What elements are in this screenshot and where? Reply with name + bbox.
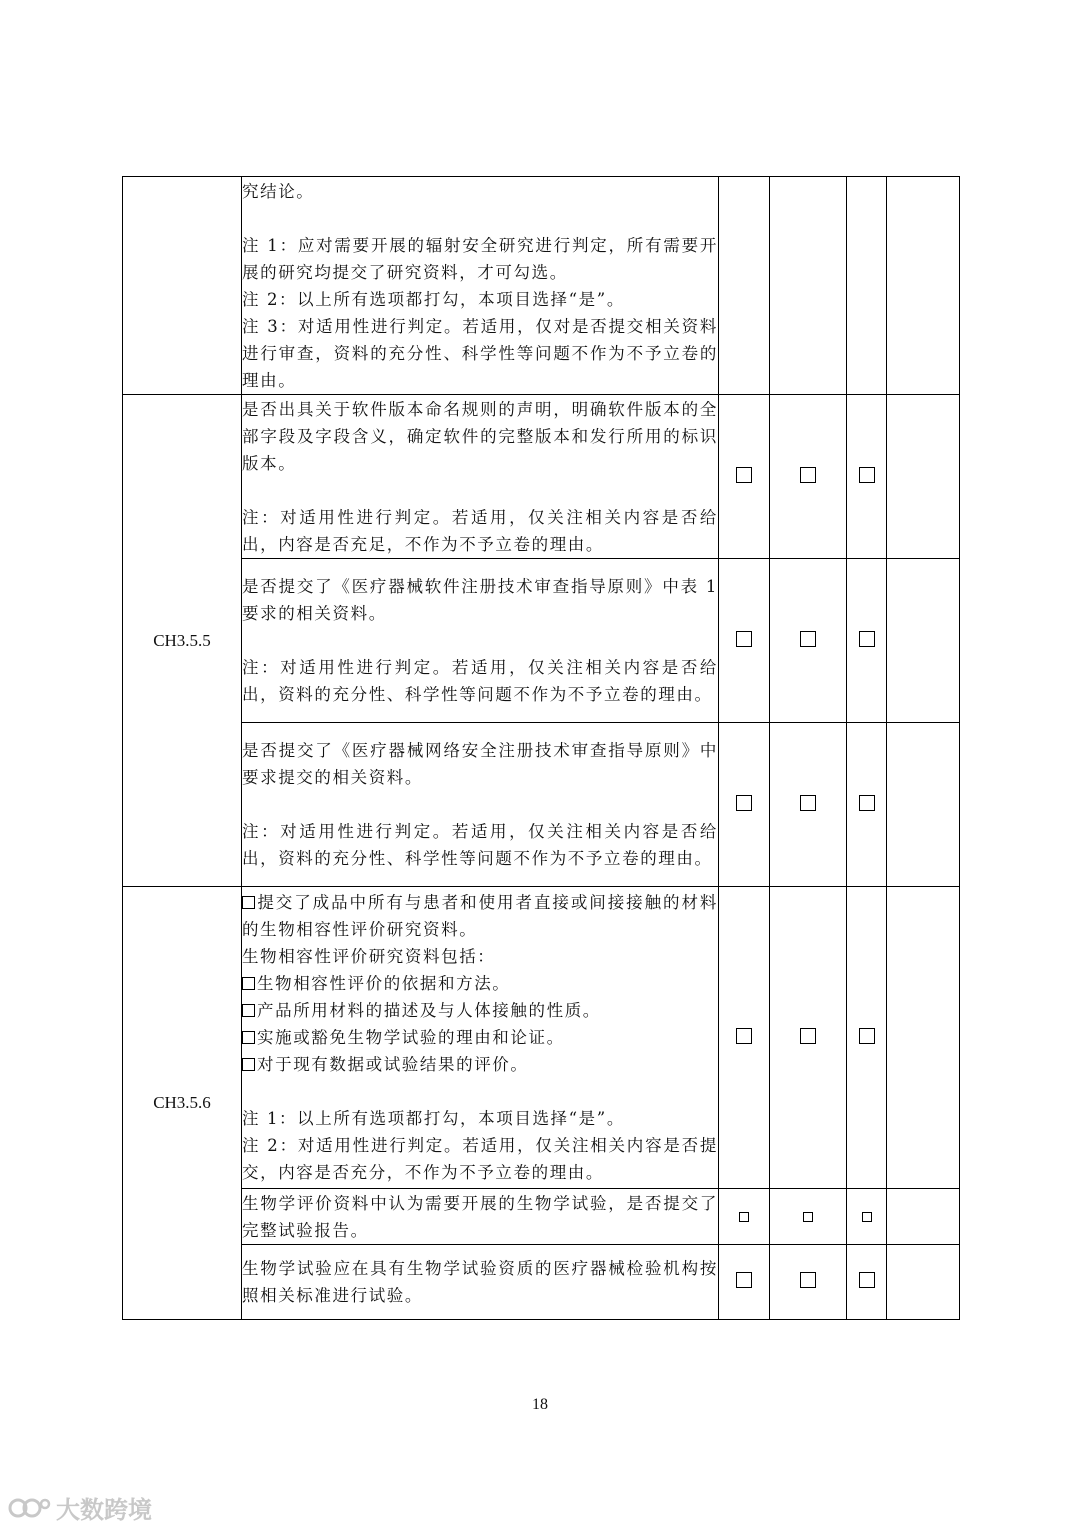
checklist-item [242, 997, 718, 1024]
na-column-cell [847, 177, 887, 395]
note-text: 注：对适用性进行判定。若适用，仅关注相关内容是否给出，资料的充分性、科学性等问题不作为不予立卷的理由。 [242, 822, 718, 868]
na-column-cell [847, 395, 887, 559]
item-checkbox[interactable] [242, 1004, 255, 1017]
note-text: 注 1：以上所有选项都打勾，本项目选择“是”。 [242, 1109, 625, 1128]
yes-checkbox[interactable] [736, 467, 752, 483]
na-column-cell [847, 887, 887, 1189]
na-checkbox[interactable] [859, 1272, 875, 1288]
remarks-cell [887, 1245, 960, 1320]
table-row [123, 559, 960, 723]
na-column-cell [847, 1245, 887, 1320]
blank-line [242, 791, 718, 818]
no-column-cell [770, 177, 847, 395]
requirement-text-cell [242, 887, 719, 1189]
table-row [123, 1245, 960, 1320]
item-code-cell: CH3.5.6 [123, 887, 242, 1320]
checklist-item [242, 1024, 718, 1051]
remarks-cell [887, 395, 960, 559]
remarks-cell [887, 177, 960, 395]
remarks-cell [887, 1189, 960, 1245]
note-text: 注 1：应对需要开展的辐射安全研究进行判定，所有需要开展的研究均提交了研究资料，才可勾选。 [242, 235, 718, 282]
item-label: 对于现有数据或试验结果的评价。 [257, 1055, 529, 1074]
note-text: 注：对适用性进行判定。若适用，仅关注相关内容是否给出，内容是否充足，不作为不予立卷的理由。 [242, 507, 718, 554]
item-checkbox[interactable] [242, 1031, 255, 1044]
item-label: 实施或豁免生物学试验的理由和论证。 [257, 1028, 565, 1047]
na-column-cell [847, 559, 887, 723]
no-checkbox[interactable] [800, 467, 816, 483]
no-column-cell [770, 395, 847, 559]
requirement-text-cell [242, 177, 719, 395]
requirement-text: 是否出具关于软件版本命名规则的声明，明确软件版本的全部字段及字段含义，确定软件的完整版本和发行所用的标识版本。 [242, 399, 718, 473]
blank-line [242, 627, 718, 654]
no-column-cell [770, 1245, 847, 1320]
watermark-logo-icon [8, 1495, 52, 1521]
na-checkbox[interactable] [859, 1028, 875, 1044]
yes-checkbox[interactable] [736, 631, 752, 647]
page-number: 18 [532, 1396, 548, 1413]
no-checkbox[interactable] [800, 1028, 816, 1044]
remarks-cell [887, 559, 960, 723]
item-label: 产品所用材料的描述及与人体接触的性质。 [257, 1001, 601, 1020]
text-line: 究结论。 [242, 181, 315, 201]
no-column-cell [770, 1189, 847, 1245]
table-row [123, 1189, 960, 1245]
checklist-item [242, 1051, 718, 1078]
item-code-cell [123, 177, 242, 395]
requirement-text: 生物学评价资料中认为需要开展的生物学试验，是否提交了完整试验报告。 [242, 1193, 718, 1240]
yes-column-cell [719, 723, 770, 887]
no-checkbox[interactable] [800, 795, 816, 811]
remarks-cell [887, 723, 960, 887]
table-row [123, 887, 960, 1189]
yes-checkbox[interactable] [736, 1028, 752, 1044]
na-checkbox[interactable] [862, 1212, 872, 1222]
requirement-text-cell [242, 1189, 719, 1245]
blank-line [242, 1078, 718, 1105]
no-checkbox[interactable] [803, 1212, 813, 1222]
item-code-cell: CH3.5.5 [123, 395, 242, 887]
no-column-cell [770, 887, 847, 1189]
item-checkbox[interactable] [242, 896, 255, 909]
blank-line [242, 205, 718, 232]
yes-checkbox[interactable] [739, 1212, 749, 1222]
blank-line [242, 477, 718, 504]
yes-column-cell [719, 177, 770, 395]
na-column-cell [847, 1189, 887, 1245]
checklist-item [242, 889, 718, 943]
yes-column-cell [719, 1245, 770, 1320]
requirement-text-cell [242, 559, 719, 723]
yes-checkbox[interactable] [736, 1272, 752, 1288]
no-column-cell [770, 723, 847, 887]
no-column-cell [770, 559, 847, 723]
na-checkbox[interactable] [859, 467, 875, 483]
no-checkbox[interactable] [800, 1272, 816, 1288]
note-text: 注：对适用性进行判定。若适用，仅关注相关内容是否给出，资料的充分性、科学性等问题不作为不予立卷的理由。 [242, 658, 718, 704]
yes-column-cell [719, 559, 770, 723]
na-column-cell [847, 723, 887, 887]
item-label: 提交了成品中所有与患者和使用者直接或间接接触的材料的生物相容性评价研究资料。 [242, 893, 718, 939]
na-checkbox[interactable] [859, 631, 875, 647]
yes-column-cell [719, 887, 770, 1189]
table-row [123, 177, 960, 395]
item-label: 生物相容性评价的依据和方法。 [257, 974, 511, 993]
table-row [123, 395, 960, 559]
requirement-text-cell [242, 723, 719, 887]
item-checkbox[interactable] [242, 1058, 255, 1071]
requirement-text: 是否提交了《医疗器械软件注册技术审查指导原则》中表 1 要求的相关资料。 [242, 577, 718, 623]
checklist-item [242, 970, 718, 997]
table-row [123, 723, 960, 887]
watermark-text: 大数跨境 [56, 1496, 152, 1524]
note-text: 注 2：对适用性进行判定。若适用，仅关注相关内容是否提交，内容是否充分，不作为不予立卷的理由。 [242, 1136, 718, 1182]
no-checkbox[interactable] [800, 631, 816, 647]
yes-column-cell [719, 1189, 770, 1245]
yes-column-cell [719, 395, 770, 559]
requirement-text-cell [242, 395, 719, 559]
review-checklist-table [122, 176, 960, 1320]
section-intro: 生物相容性评价研究资料包括： [242, 947, 496, 966]
requirement-text: 是否提交了《医疗器械网络安全注册技术审查指导原则》中要求提交的相关资料。 [242, 741, 718, 787]
requirement-text: 生物学试验应在具有生物学试验资质的医疗器械检验机构按照相关标准进行试验。 [242, 1259, 718, 1305]
na-checkbox[interactable] [859, 795, 875, 811]
note-text: 注 2：以上所有选项都打勾，本项目选择“是”。 [242, 289, 625, 309]
yes-checkbox[interactable] [736, 795, 752, 811]
watermark [8, 1490, 152, 1525]
requirement-text-cell [242, 1245, 719, 1320]
remarks-cell [887, 887, 960, 1189]
item-checkbox[interactable] [242, 977, 255, 990]
note-text: 注 3：对适用性进行判定。若适用，仅对是否提交相关资料进行审查，资料的充分性、科学性等问题不作为不予立卷的理由。 [242, 316, 718, 390]
